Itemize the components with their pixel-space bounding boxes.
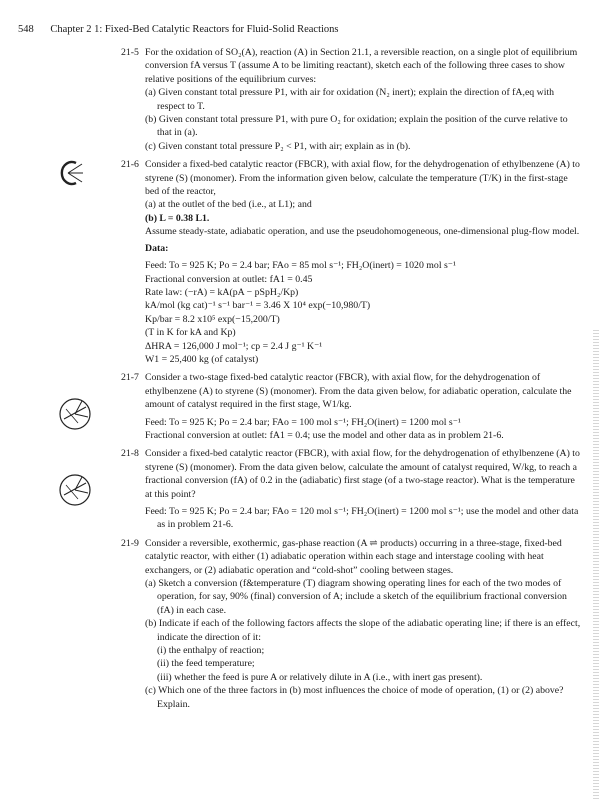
- data-line: Kp/bar = 8.2 x10⁵ exp(−15,200/T): [145, 313, 280, 325]
- problem-number: 21-6: [121, 159, 139, 171]
- scan-edge: [593, 330, 599, 800]
- data-line: kA/mol (kg cat)⁻¹ s⁻¹ bar⁻¹ = 3.46 X 10⁴ exp(−10,980/T): [145, 300, 371, 312]
- problem-part: (c) Which one of the three factors in (b) most influences the choice of mode of operation, (1) or (2) above? Explain.: [145, 685, 564, 710]
- problem-21-7: [121, 371, 584, 442]
- problem-number: 21-7: [121, 372, 139, 384]
- e-z-solve-icon: [58, 473, 92, 507]
- data-line: Feed: To = 925 K; Po = 2.4 bar; FAo = 85 mol s⁻¹; FH₂O(inert) = 1020 mol s⁻¹: [145, 260, 456, 272]
- problem-21-8: [121, 447, 584, 531]
- problem-subpart: (iii) whether the feed is pure A or relatively dilute in A (i.e., with inert gas present).: [157, 671, 483, 683]
- problem-part: (a) Given constant total pressure P1, with air for oxidation (N₂ inert); explain the direction of fA,eq with respect to T.: [145, 87, 555, 112]
- problem-part: (b) Indicate if each of the following factors affects the slope of the adiabatic operating line; if there is an effect, indicate the direction of it:: [145, 618, 581, 643]
- page-header: [18, 24, 339, 35]
- data-line: W1 = 25,400 kg (of catalyst): [145, 353, 259, 365]
- computer-problem-icon: [58, 158, 84, 188]
- running-head: Chapter 2 1: Fixed-Bed Catalytic Reactors for Fluid-Solid Reactions: [50, 24, 339, 35]
- e-z-solve-icon: [58, 397, 92, 431]
- data-line: ΔHRA = 126,000 J mol⁻¹; cp = 2.4 J g⁻¹ K⁻¹: [145, 340, 323, 352]
- data-line: (T in K for kA and Kp): [145, 327, 236, 339]
- problem-number: 21-8: [121, 448, 139, 460]
- problem-part: (b) Given constant total pressure P1, with pure O₂ for oxidation; explain the position of the curve relative to that in (a).: [145, 114, 568, 139]
- problem-part: (c) Given constant total pressure P₂ < P1, with air; explain as in (b).: [145, 140, 411, 152]
- problem-text: Assume steady-state, adiabatic operation, and use the pseudohomogeneous, one-dimensional plug-flow model.: [145, 226, 580, 238]
- data-line: Feed: To = 925 K; Po = 2.4 bar; FAo = 120 mol s⁻¹; FH₂O(inert) = 1200 mol s⁻¹; use the model and other data as in problem 21-6.: [145, 506, 579, 531]
- problem-subpart: (ii) the feed temperature;: [157, 658, 255, 670]
- problem-21-9: [121, 537, 584, 711]
- data-line: Fractional conversion at outlet: fA1 = 0.45: [145, 273, 313, 285]
- data-line: Feed: To = 925 K; Po = 2.4 bar; FAo = 100 mol s⁻¹; FH₂O(inert) = 1200 mol s⁻¹: [145, 416, 461, 428]
- problem-number: 21-5: [121, 47, 139, 58]
- problem-part: (a) at the outlet of the bed (i.e., at L1); and: [145, 199, 312, 211]
- problem-text: For the oxidation of SO₂(A), reaction (A) in Section 21.1, a reversible reaction, on a single plot of equilibrium conversion fA versus T (assume A to be limiting reactant), sketch each of the following three cases to show relative positions of the equilibrium curves:: [145, 47, 578, 85]
- problem-text: Consider a fixed-bed catalytic reactor (FBCR), with axial flow, for the dehydrogenation of ethylbenzene (A) to styrene (S) (monomer). From the data given below, calculate the amount of catalyst required, W/kg, to reach a fractional conversion (fA) of 0.2 in the (adiabatic) first stage (of a two-stage reactor). What is the temperature at this point?: [145, 448, 580, 500]
- problem-text: Consider a fixed-bed catalytic reactor (FBCR), with axial flow, for the dehydrogenation of ethylbenzene (A) to styrene (S) (monomer). From the information given below, calculate the temperature (T/K) in the first-stage bed of the reactor,: [145, 159, 580, 198]
- data-heading: Data:: [145, 242, 169, 254]
- problem-part: (b) L = 0.38 L1.: [145, 212, 210, 224]
- problem-21-5: [121, 46, 584, 153]
- problem-21-6: [121, 158, 584, 366]
- problem-part: (a) Sketch a conversion (f&temperature (T) diagram showing operating lines for each of the two modes of operation, for say, 90% (final) conversion of A; include a sketch of the equilibrium fractional conversion (fA) in each case.: [145, 578, 567, 616]
- problem-text: Consider a reversible, exothermic, gas-phase reaction (A ⇌ products) occurring in a three-stage, fixed-bed catalytic reactor, with either (1) adiabatic operation within each stage and interstage cooling with heat exchangers, or (2) adiabatic operation and “cold-shot” cooling between stages.: [145, 537, 562, 576]
- page-number: 548: [18, 24, 34, 35]
- data-line: Rate law: (−rA) = kA(pA − pSpH₂/Kp): [145, 286, 299, 298]
- problem-subpart: (i) the enthalpy of reaction;: [157, 645, 265, 657]
- problem-text: Consider a two-stage fixed-bed catalytic reactor (FBCR), with axial flow, for the dehydrogenation of ethylbenzene (A) to styrene (S) (monomer). From the data given below, for adiabatic operation, calculate the amount of catalyst required in the first stage, W1/kg.: [145, 372, 572, 411]
- data-line: Fractional conversion at outlet: fA1 = 0.4; use the model and other data as in problem 21-6.: [145, 429, 504, 441]
- problem-number: 21-9: [121, 537, 139, 549]
- problem-list: [121, 46, 584, 716]
